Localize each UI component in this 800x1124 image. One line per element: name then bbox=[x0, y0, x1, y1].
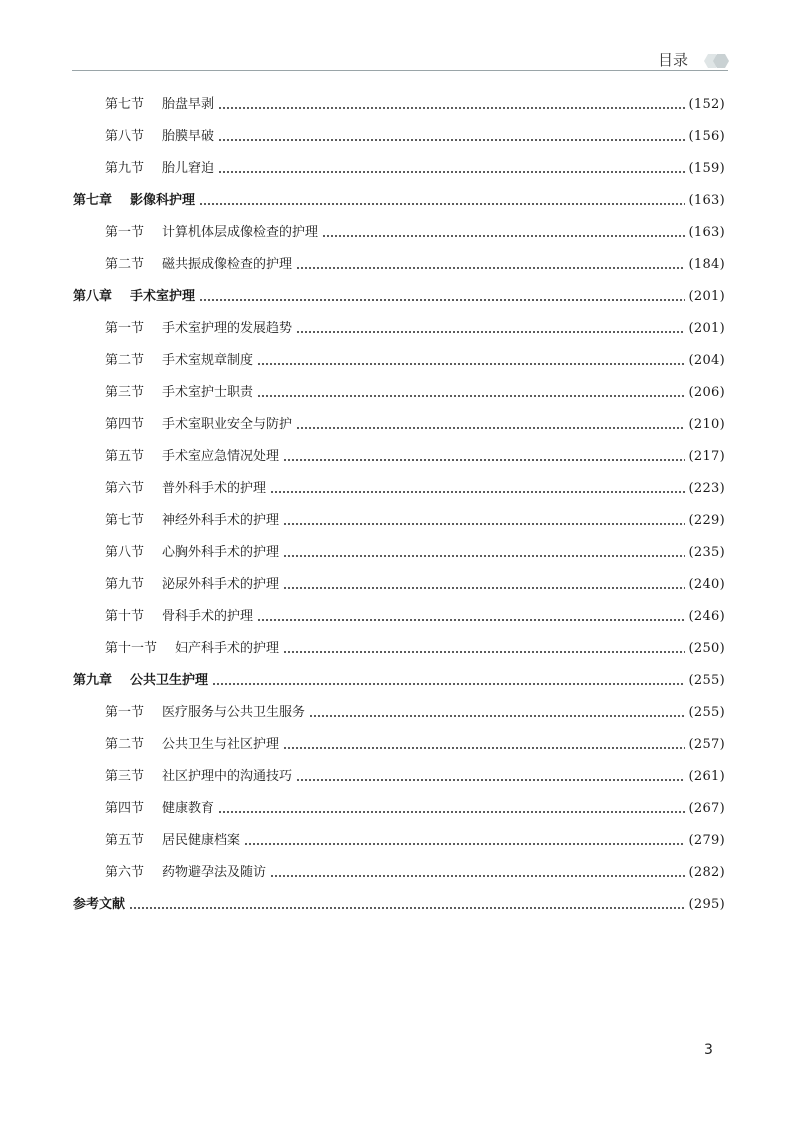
toc-entry-number: 第八节 bbox=[105, 545, 145, 560]
toc-entry-number: 第四节 bbox=[105, 417, 145, 432]
toc-entry[interactable] bbox=[105, 832, 725, 850]
toc-section-row bbox=[0, 441, 800, 473]
toc-entry-title: 胎儿窘迫 bbox=[162, 161, 215, 176]
toc-entry[interactable] bbox=[105, 384, 725, 402]
toc-entry[interactable] bbox=[105, 256, 725, 274]
toc-entry-number: 第七节 bbox=[105, 513, 145, 528]
toc-entry-page: (282) bbox=[688, 865, 725, 880]
toc-dot-leader bbox=[283, 523, 685, 525]
toc-section-row bbox=[0, 729, 800, 761]
toc-chapter-row bbox=[0, 889, 800, 921]
toc-dot-leader bbox=[218, 139, 685, 141]
toc-section-row bbox=[0, 633, 800, 665]
hexagon-decoration-icon bbox=[700, 52, 732, 70]
toc-entry-title: 胎盘早剥 bbox=[162, 97, 215, 112]
toc-entry-page: (235) bbox=[688, 545, 725, 560]
toc-entry[interactable] bbox=[73, 288, 725, 306]
toc-entry-title: 普外科手术的护理 bbox=[162, 481, 267, 496]
toc-entry-page: (163) bbox=[688, 225, 725, 240]
toc-entry[interactable] bbox=[105, 352, 725, 370]
page-header bbox=[0, 0, 800, 80]
toc-entry-number: 第四节 bbox=[105, 801, 145, 816]
toc-entry-title: 健康教育 bbox=[162, 801, 215, 816]
toc-section-row bbox=[0, 217, 800, 249]
toc-dot-leader bbox=[257, 619, 685, 621]
toc-entry-page: (295) bbox=[688, 897, 725, 912]
toc-entry-page: (246) bbox=[688, 609, 725, 624]
toc-entry-page: (184) bbox=[688, 257, 725, 272]
toc-dot-leader bbox=[199, 203, 685, 205]
toc-entry[interactable] bbox=[105, 864, 725, 882]
toc-entry-page: (229) bbox=[688, 513, 725, 528]
toc-entry-title: 手术室应急情况处理 bbox=[162, 449, 280, 464]
toc-entry-number: 第七章 bbox=[73, 193, 113, 208]
toc-entry-title: 妇产科手术的护理 bbox=[175, 641, 280, 656]
toc-dot-leader bbox=[283, 651, 685, 653]
toc-entry[interactable] bbox=[105, 736, 725, 754]
toc-section-row bbox=[0, 537, 800, 569]
toc-dot-leader bbox=[244, 843, 685, 845]
toc-entry-number: 第一节 bbox=[105, 321, 145, 336]
toc-entry-title: 胎膜早破 bbox=[162, 129, 215, 144]
toc-entry-title: 影像科护理 bbox=[130, 193, 196, 208]
toc-entry-page: (223) bbox=[688, 481, 725, 496]
toc-entry-page: (204) bbox=[688, 353, 725, 368]
toc-entry[interactable] bbox=[105, 160, 725, 178]
toc-entry-title: 手术室护理 bbox=[130, 289, 196, 304]
toc-entry-title: 参考文献 bbox=[73, 897, 126, 912]
toc-entry-page: (267) bbox=[688, 801, 725, 816]
toc-section-row bbox=[0, 569, 800, 601]
toc-entry[interactable] bbox=[73, 896, 725, 914]
toc-dot-leader bbox=[218, 811, 685, 813]
toc-entry-page: (152) bbox=[688, 97, 725, 112]
toc-dot-leader bbox=[322, 235, 685, 237]
toc-entry-title: 公共卫生护理 bbox=[130, 673, 209, 688]
toc-entry-page: (279) bbox=[688, 833, 725, 848]
toc-entry-number: 第八节 bbox=[105, 129, 145, 144]
toc-entry-page: (240) bbox=[688, 577, 725, 592]
toc-entry[interactable] bbox=[105, 704, 725, 722]
toc-section-row bbox=[0, 857, 800, 889]
toc-entry-number: 第九章 bbox=[73, 673, 113, 688]
toc-entry-number: 第五节 bbox=[105, 833, 145, 848]
toc-entry-page: (250) bbox=[688, 641, 725, 656]
toc-section-row bbox=[0, 697, 800, 729]
toc-section-row bbox=[0, 89, 800, 121]
toc-entry[interactable] bbox=[105, 512, 725, 530]
toc-section-row bbox=[0, 601, 800, 633]
page-number: 3 bbox=[704, 1042, 713, 1058]
toc-entry-page: (261) bbox=[688, 769, 725, 784]
toc-entry-title: 手术室职业安全与防护 bbox=[162, 417, 293, 432]
toc-entry-page: (159) bbox=[688, 161, 725, 176]
toc-dot-leader bbox=[309, 715, 685, 717]
toc-entry[interactable] bbox=[105, 96, 725, 114]
toc-dot-leader bbox=[129, 907, 685, 909]
toc-dot-leader bbox=[283, 459, 685, 461]
toc-entry-number: 第九节 bbox=[105, 161, 145, 176]
toc-entry-page: (217) bbox=[688, 449, 725, 464]
toc-entry[interactable] bbox=[105, 480, 725, 498]
toc-section-row bbox=[0, 473, 800, 505]
toc-entry-title: 居民健康档案 bbox=[162, 833, 241, 848]
toc-entry-number: 第五节 bbox=[105, 449, 145, 464]
toc-entry-title: 社区护理中的沟通技巧 bbox=[162, 769, 293, 784]
toc-entry[interactable] bbox=[105, 544, 725, 562]
toc-section-row bbox=[0, 505, 800, 537]
toc-dot-leader bbox=[199, 299, 685, 301]
toc-entry-page: (210) bbox=[688, 417, 725, 432]
toc-entry-number: 第八章 bbox=[73, 289, 113, 304]
toc-entry-page: (206) bbox=[688, 385, 725, 400]
toc-entry-page: (156) bbox=[688, 129, 725, 144]
toc-dot-leader bbox=[296, 267, 685, 269]
toc-entry-title: 计算机体层成像检查的护理 bbox=[162, 225, 319, 240]
toc-entry[interactable] bbox=[73, 192, 725, 210]
toc-dot-leader bbox=[218, 107, 685, 109]
toc-entry-title: 磁共振成像检查的护理 bbox=[162, 257, 293, 272]
toc-entry-title: 神经外科手术的护理 bbox=[162, 513, 280, 528]
toc-chapter-row bbox=[0, 185, 800, 217]
toc-entry-title: 骨科手术的护理 bbox=[162, 609, 254, 624]
toc-entry-page: (255) bbox=[688, 705, 725, 720]
toc-entry-number: 第十节 bbox=[105, 609, 145, 624]
table-of-contents bbox=[0, 89, 800, 921]
toc-entry-title: 公共卫生与社区护理 bbox=[162, 737, 280, 752]
toc-dot-leader bbox=[296, 427, 685, 429]
toc-entry-number: 第十一节 bbox=[105, 641, 158, 656]
toc-dot-leader bbox=[296, 779, 685, 781]
toc-section-row bbox=[0, 249, 800, 281]
toc-entry-title: 手术室护士职责 bbox=[162, 385, 254, 400]
toc-entry-number: 第一节 bbox=[105, 705, 145, 720]
toc-entry-title: 手术室规章制度 bbox=[162, 353, 254, 368]
toc-section-row bbox=[0, 345, 800, 377]
toc-dot-leader bbox=[270, 491, 685, 493]
toc-entry-title: 药物避孕法及随访 bbox=[162, 865, 267, 880]
toc-entry-number: 第六节 bbox=[105, 481, 145, 496]
toc-entry-page: (255) bbox=[688, 673, 725, 688]
toc-entry[interactable] bbox=[105, 224, 725, 242]
toc-entry[interactable] bbox=[105, 608, 725, 626]
toc-section-row bbox=[0, 121, 800, 153]
toc-entry-title: 泌尿外科手术的护理 bbox=[162, 577, 280, 592]
toc-dot-leader bbox=[218, 171, 685, 173]
toc-entry-number: 第九节 bbox=[105, 577, 145, 592]
toc-entry[interactable] bbox=[105, 128, 725, 146]
toc-entry[interactable] bbox=[105, 416, 725, 434]
header-title: 目录 bbox=[657, 51, 688, 69]
toc-chapter-row bbox=[0, 281, 800, 313]
toc-entry-title: 医疗服务与公共卫生服务 bbox=[162, 705, 306, 720]
toc-entry-page: (163) bbox=[688, 193, 725, 208]
toc-dot-leader bbox=[283, 587, 685, 589]
toc-dot-leader bbox=[270, 875, 685, 877]
toc-entry[interactable] bbox=[105, 800, 725, 818]
toc-entry-page: (201) bbox=[688, 289, 725, 304]
toc-dot-leader bbox=[212, 683, 685, 685]
toc-entry[interactable] bbox=[105, 576, 725, 594]
toc-entry-number: 第三节 bbox=[105, 769, 145, 784]
toc-entry-page: (201) bbox=[688, 321, 725, 336]
toc-dot-leader bbox=[283, 555, 685, 557]
toc-entry-title: 心胸外科手术的护理 bbox=[162, 545, 280, 560]
toc-dot-leader bbox=[257, 395, 685, 397]
toc-entry-number: 第三节 bbox=[105, 385, 145, 400]
toc-entry[interactable] bbox=[105, 768, 725, 786]
toc-entry-number: 第二节 bbox=[105, 257, 145, 272]
header-rule bbox=[72, 70, 728, 71]
toc-entry-title: 手术室护理的发展趋势 bbox=[162, 321, 293, 336]
toc-section-row bbox=[0, 153, 800, 185]
toc-chapter-row bbox=[0, 665, 800, 697]
toc-entry-number: 第七节 bbox=[105, 97, 145, 112]
toc-entry-page: (257) bbox=[688, 737, 725, 752]
toc-entry-number: 第二节 bbox=[105, 737, 145, 752]
toc-section-row bbox=[0, 793, 800, 825]
toc-entry-number: 第一节 bbox=[105, 225, 145, 240]
toc-entry[interactable] bbox=[105, 640, 725, 658]
toc-entry[interactable] bbox=[73, 672, 725, 690]
toc-entry-number: 第二节 bbox=[105, 353, 145, 368]
toc-section-row bbox=[0, 761, 800, 793]
toc-section-row bbox=[0, 313, 800, 345]
toc-entry[interactable] bbox=[105, 320, 725, 338]
toc-section-row bbox=[0, 377, 800, 409]
toc-section-row bbox=[0, 825, 800, 857]
toc-dot-leader bbox=[283, 747, 685, 749]
toc-entry-number: 第六节 bbox=[105, 865, 145, 880]
toc-dot-leader bbox=[296, 331, 685, 333]
toc-section-row bbox=[0, 409, 800, 441]
toc-dot-leader bbox=[257, 363, 685, 365]
toc-entry[interactable] bbox=[105, 448, 725, 466]
